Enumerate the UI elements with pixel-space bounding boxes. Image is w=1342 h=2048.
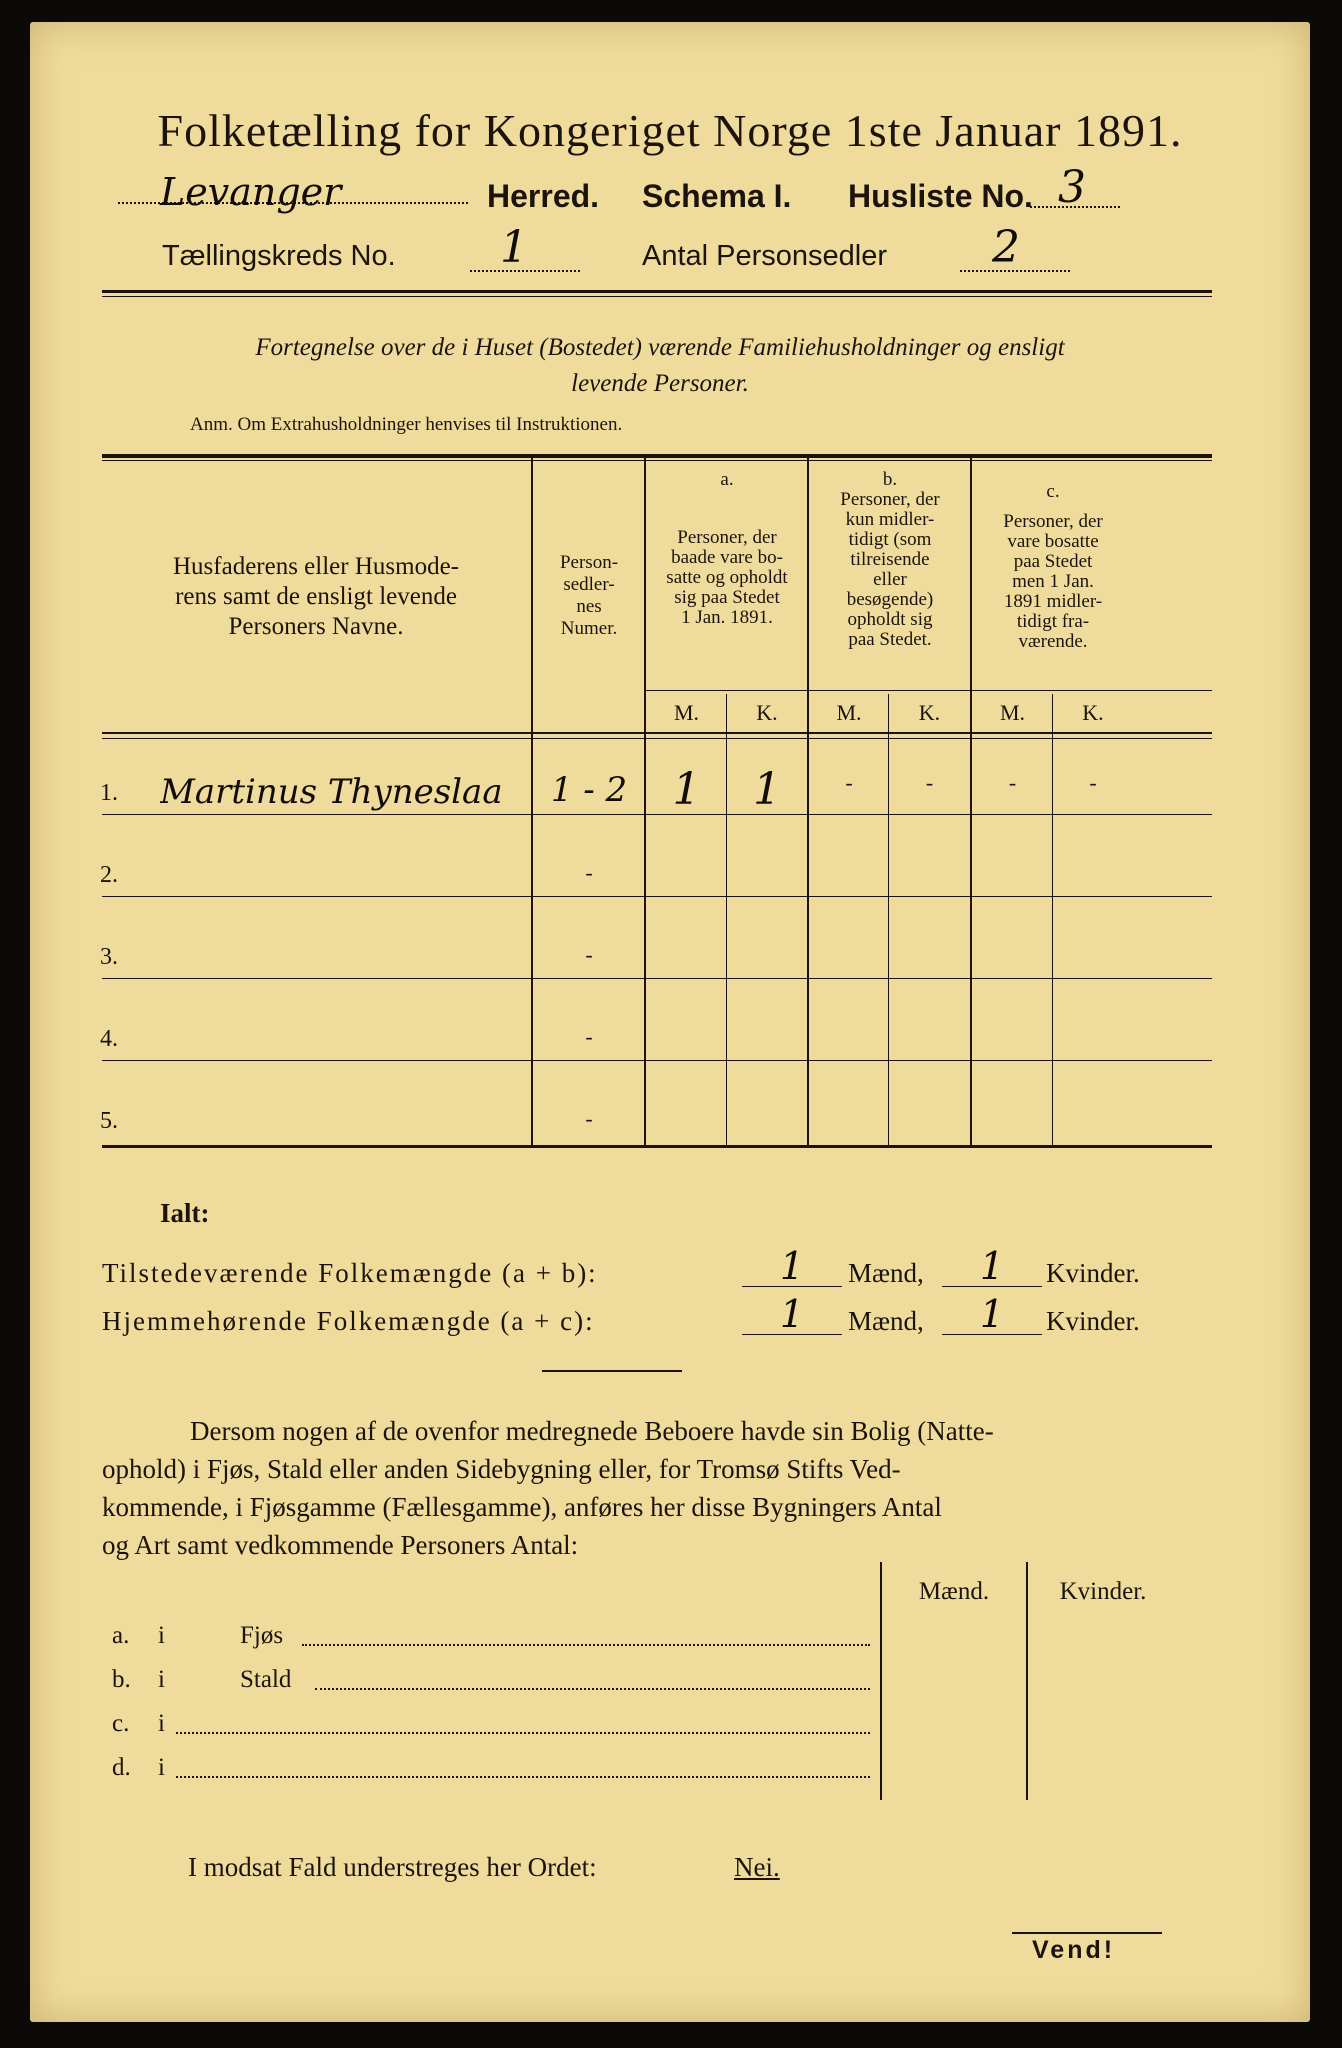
- table-top-rule-thin: [102, 460, 1212, 461]
- total-present-kvinder: 1: [979, 1244, 1005, 1288]
- row-2-persnum: -: [585, 860, 593, 885]
- schema-label: Schema I.: [642, 178, 792, 214]
- vend-rule: [1012, 1932, 1162, 1934]
- row-sep-3: [102, 978, 1212, 979]
- modsat-word: Nei.: [734, 1852, 780, 1882]
- row-1-a-m: 1: [672, 764, 701, 815]
- form-title: Folketælling for Kongeriget Norge 1ste Januar 1891.: [157, 105, 1183, 156]
- husliste-value: 3: [1058, 162, 1086, 213]
- building-c-letter: c.: [112, 1710, 130, 1737]
- total-resident-kvinder-label: Kvinder.: [1046, 1306, 1140, 1336]
- modsat-label: I modsat Fald understreges her Ordet:: [188, 1852, 597, 1882]
- c-k-label: K.: [1082, 700, 1104, 725]
- intro-line-1: Fortegnelse over de i Huset (Bostedet) værende Familiehusholdninger og ensligt: [255, 334, 1065, 361]
- total-resident-label: Hjemmehørende Folkemængde (a + c):: [102, 1306, 595, 1336]
- row-3-persnum: -: [585, 942, 593, 967]
- building-c-i: i: [158, 1710, 165, 1737]
- herred-label: Herred.: [487, 178, 600, 214]
- building-b-dots: [315, 1688, 870, 1690]
- a-k-label: K.: [756, 700, 778, 725]
- table-bottom-rule: [102, 1145, 1212, 1148]
- section-divider: [542, 1370, 682, 1372]
- b-k-label: K.: [918, 700, 941, 725]
- note: Anm. Om Extrahusholdninger henvises til Instruktionen.: [190, 414, 623, 435]
- building-d-letter: d.: [112, 1754, 131, 1781]
- kreds-value: 1: [500, 222, 528, 273]
- building-a-letter: a.: [112, 1622, 130, 1649]
- col-a-header: Personer, der baade vare bo- satte og opholdt sig paa Stedet 1 Jan. 1891.: [666, 527, 788, 628]
- vrule-num: [644, 458, 646, 1146]
- row-1-name: Martinus Thyneslaa: [160, 772, 503, 812]
- vrule-b-mk: [888, 694, 889, 1146]
- building-a-label: Fjøs: [240, 1622, 284, 1649]
- row-3-number: 3.: [100, 944, 118, 970]
- table-header-bottom-rule: [102, 732, 1212, 734]
- total-resident-maend-label: Mænd,: [848, 1306, 924, 1336]
- row-1-b-k: -: [925, 770, 934, 795]
- building-c-dots: [176, 1732, 870, 1734]
- intro-line-2: levende Personer.: [571, 370, 749, 397]
- row-1-c-m: -: [1008, 770, 1017, 795]
- row-4-number: 4.: [100, 1026, 118, 1052]
- vrule-a: [807, 458, 809, 1146]
- building-d-i: i: [158, 1754, 165, 1781]
- col-b-letter: b.: [882, 469, 898, 490]
- total-present-kvinder-label: Kvinder.: [1046, 1258, 1140, 1288]
- row-4-persnum: -: [585, 1024, 593, 1049]
- total-resident-kvinder: 1: [979, 1292, 1005, 1336]
- row-1-persnum: 1 - 2: [550, 770, 628, 810]
- table-top-rule: [102, 454, 1212, 458]
- buildings-kvinder-header: Kvinder.: [1059, 1578, 1147, 1605]
- building-a-i: i: [158, 1622, 165, 1649]
- building-d-dots: [176, 1776, 870, 1778]
- antal-value: 2: [992, 222, 1020, 273]
- table-header-bottom-rule-thin: [102, 738, 1212, 739]
- antal-label: Antal Personsedler: [642, 240, 888, 272]
- row-5-persnum: -: [585, 1106, 593, 1131]
- header-rule-top: [102, 290, 1212, 293]
- header-rule-bottom: [102, 296, 1212, 297]
- building-b-letter: b.: [112, 1666, 131, 1693]
- col-num-header: Person- sedler- nes Numer.: [559, 552, 619, 639]
- buildings-maend-header: Mænd.: [918, 1578, 990, 1605]
- mk-head-rule: [646, 690, 1212, 691]
- building-b-label: Stald: [240, 1666, 292, 1693]
- building-b-i: i: [158, 1666, 165, 1693]
- vend-label: Vend!: [1032, 1936, 1116, 1964]
- kreds-label: Tællingskreds No.: [162, 240, 396, 272]
- row-5-number: 5.: [100, 1108, 118, 1134]
- col-a-letter: a.: [720, 469, 734, 490]
- total-present-label: Tilstedeværende Folkemængde (a + b):: [102, 1258, 598, 1288]
- row-1-number: 1.: [100, 780, 118, 806]
- building-a-dots: [302, 1644, 870, 1646]
- census-form-page: [30, 22, 1310, 2022]
- buildings-paragraph: Dersom nogen af de ovenfor medregnede Beboere havde sin Bolig (Natte- ophold) i Fjøs, Stald eller anden Sidebygning eller, for Tromsø Stifts Ved- kommende, i Fjøsgamme (Fællesgamme), anføres her disse Bygningers Antal og Art samt vedkommende Personers Antal:: [102, 1416, 994, 1560]
- vrule-name: [531, 458, 533, 1146]
- total-present-maend-label: Mænd,: [848, 1258, 924, 1288]
- c-m-label: M.: [999, 700, 1026, 725]
- col-b-header: Personer, der kun midler- tidigt (som tilreisende eller besøgende) opholdt sig paa Stedet.: [840, 489, 940, 650]
- col-c-header: Personer, der vare bosatte paa Stedet men 1 Jan. 1891 midler- tidigt fra- værende.: [1003, 511, 1103, 652]
- total-resident-maend: 1: [779, 1292, 805, 1336]
- col-c-letter: c.: [1046, 481, 1060, 502]
- row-sep-2: [102, 896, 1212, 897]
- husliste-label: Husliste No.: [848, 178, 1033, 214]
- ialt-label: Ialt:: [160, 1198, 210, 1228]
- vrule-b: [970, 458, 972, 1146]
- row-1-c-k: -: [1089, 770, 1097, 795]
- total-present-maend: 1: [779, 1244, 805, 1288]
- row-1-b-m: -: [845, 770, 853, 795]
- row-2-number: 2.: [100, 862, 118, 888]
- herred-value: Levanger: [160, 170, 342, 214]
- row-sep-4: [102, 1060, 1212, 1061]
- a-m-label: M.: [673, 700, 700, 725]
- col-name-header: Husfaderens eller Husmode- rens samt de ensligt levende Personers Navne.: [172, 553, 459, 640]
- vrule-a-mk: [726, 694, 727, 1146]
- vrule-c-mk: [1052, 694, 1053, 1146]
- row-1-a-k: 1: [753, 764, 781, 815]
- b-m-label: M.: [836, 700, 862, 725]
